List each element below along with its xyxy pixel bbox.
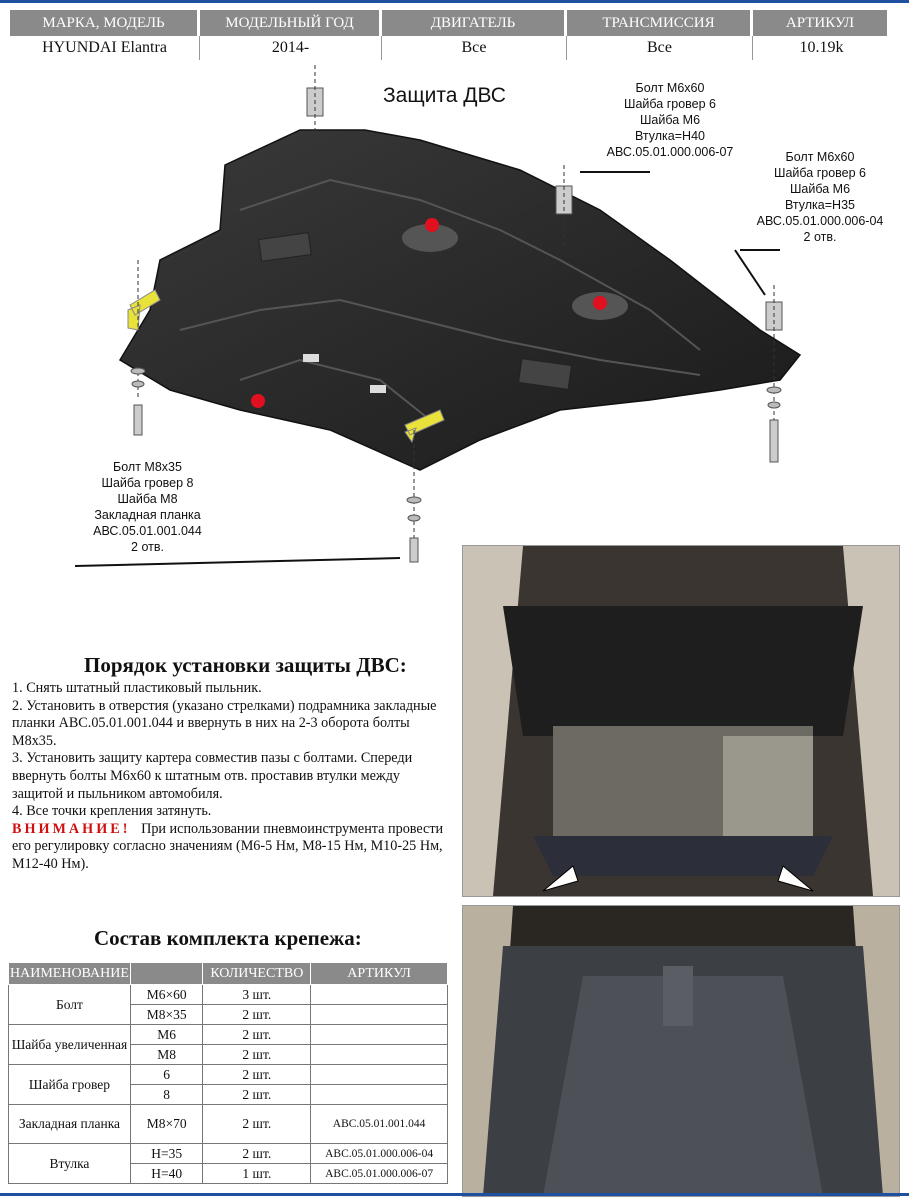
callout-line: Шайба М8 bbox=[117, 492, 178, 506]
top-rule bbox=[0, 0, 909, 3]
kit-article bbox=[311, 1025, 448, 1045]
instructions-title: Порядок установки защиты ДВС: bbox=[84, 653, 407, 677]
callout-line: Закладная планка bbox=[94, 508, 201, 522]
kit-article bbox=[311, 1085, 448, 1105]
col-model: МАРКА, МОДЕЛЬ bbox=[10, 10, 200, 36]
kit-item-name: Болт bbox=[9, 985, 131, 1025]
step-4: 4. Все точки крепления затянуть. bbox=[12, 803, 212, 820]
warning-text: При использовании пневмоинструмента провести его регулировку согласно значениям (М6-5 Нм, М8-15 Нм, М10-25 Нм, М12-40 Нм). bbox=[12, 820, 444, 872]
kit-qty: 3 шт. bbox=[203, 985, 311, 1005]
callout-line: Втулка=Н35 bbox=[785, 198, 855, 212]
callout-line: 2 отв. bbox=[131, 540, 164, 554]
kit-article bbox=[311, 1065, 448, 1085]
callout-left bbox=[75, 459, 220, 555]
callout-right bbox=[740, 149, 900, 245]
instructions-body bbox=[12, 680, 452, 874]
kit-title: Состав комплекта крепежа: bbox=[94, 926, 362, 950]
kit-qty: 1 шт. bbox=[203, 1164, 311, 1184]
table-row bbox=[9, 1025, 448, 1045]
kit-item-name: Шайба гровер bbox=[9, 1065, 131, 1105]
val-transmission: Все bbox=[567, 36, 753, 60]
callout-line: 2 отв. bbox=[803, 230, 837, 244]
kit-item-name: Закладная планка bbox=[9, 1105, 131, 1144]
callout-line: Болт М8х35 bbox=[113, 460, 182, 474]
col-transmission: ТРАНСМИССИЯ bbox=[567, 10, 753, 36]
kit-article: АВС.05.01.000.006-07 bbox=[311, 1164, 448, 1184]
kit-header-qty: КОЛИЧЕСТВО bbox=[203, 963, 311, 985]
photo-plate-mounted bbox=[462, 905, 900, 1197]
skid-plate bbox=[120, 130, 800, 470]
spec-header-row bbox=[10, 10, 890, 36]
val-article: 10.19k bbox=[799, 39, 844, 56]
callout-line: Болт М6х60 bbox=[785, 150, 855, 164]
col-year: МОДЕЛЬНЫЙ ГОД bbox=[200, 10, 382, 36]
col-article: АРТИКУЛ bbox=[753, 10, 890, 36]
callout-top bbox=[590, 80, 750, 160]
kit-header-article: АРТИКУЛ bbox=[311, 963, 448, 985]
callout-line: Шайба М6 bbox=[639, 113, 701, 127]
red-cap bbox=[251, 394, 265, 408]
callout-line: Втулка=Н40 bbox=[635, 129, 705, 143]
spec-values-row bbox=[10, 36, 890, 60]
kit-size: М6×60 bbox=[130, 985, 203, 1005]
callout-line: АВС.05.01.001.044 bbox=[93, 524, 202, 538]
step-2: 2. Установить в отверстия (указано стрелками) подрамника закладные планки АВС.05.01.001.044 и ввернуть в них на 2-3 оборота болты М8х35. bbox=[12, 697, 437, 749]
val-year: 2014- bbox=[200, 36, 382, 60]
kit-size: Н=35 bbox=[130, 1144, 203, 1164]
kit-qty: 2 шт. bbox=[203, 1045, 311, 1065]
kit-size: М8×70 bbox=[130, 1105, 203, 1144]
val-engine: Все bbox=[382, 36, 567, 60]
kit-item-name: Шайба увеличенная bbox=[9, 1025, 131, 1065]
kit-size: Н=40 bbox=[130, 1164, 203, 1184]
table-row bbox=[9, 1105, 448, 1144]
callout-line: АВС.05.01.000.006-04 bbox=[756, 214, 884, 228]
callout-line: АВС.05.01.000.006-07 bbox=[606, 145, 734, 159]
kit-qty: 2 шт. bbox=[203, 1025, 311, 1045]
callout-line: Шайба гровер 8 bbox=[101, 476, 194, 490]
table-row bbox=[9, 1144, 448, 1164]
warning-label: ВНИМАНИЕ! bbox=[12, 820, 131, 837]
kit-header-spacer bbox=[130, 963, 203, 985]
kit-qty: 2 шт. bbox=[203, 1085, 311, 1105]
step-3: 3. Установить защиту картера совместив пазы с болтами. Спереди ввернуть болты М6х60 к штатным отв. проставив втулки между защитой и пыльником автомобиля. bbox=[12, 750, 413, 802]
kit-size: 6 bbox=[130, 1065, 203, 1085]
kit-item-name: Втулка bbox=[9, 1144, 131, 1184]
kit-article: АВС.05.01.001.044 bbox=[311, 1105, 448, 1144]
warning bbox=[12, 821, 452, 874]
kit-size: М8×35 bbox=[130, 1005, 203, 1025]
kit-header-name: НАИМЕНОВАНИЕ bbox=[9, 963, 131, 985]
red-cap bbox=[593, 296, 607, 310]
val-model: HYUNDAI Elantra bbox=[10, 36, 200, 60]
callout-line: Шайба М6 bbox=[789, 182, 851, 196]
col-engine: ДВИГАТЕЛЬ bbox=[382, 10, 567, 36]
bolt-left bbox=[131, 368, 145, 435]
bottom-rule bbox=[0, 1193, 909, 1196]
red-cap bbox=[425, 218, 439, 232]
kit-size: 8 bbox=[130, 1085, 203, 1105]
kit-qty: 2 шт. bbox=[203, 1105, 311, 1144]
kit-qty: 2 шт. bbox=[203, 1144, 311, 1164]
kit-article: АВС.05.01.000.006-04 bbox=[311, 1144, 448, 1164]
photo-installed-underside bbox=[462, 545, 900, 897]
callout-line: Болт М6х60 bbox=[635, 81, 705, 95]
step-1: 1. Снять штатный пластиковый пыльник. bbox=[12, 680, 262, 696]
kit-size: М8 bbox=[130, 1045, 203, 1065]
table-row bbox=[9, 1065, 448, 1085]
diagram-title: Защита ДВС bbox=[383, 84, 506, 107]
kit-size: М6 bbox=[130, 1025, 203, 1045]
kit-qty: 2 шт. bbox=[203, 1065, 311, 1085]
callout-line: Шайба гровер 6 bbox=[774, 166, 866, 180]
table-row bbox=[9, 985, 448, 1005]
kit-table bbox=[8, 962, 448, 1184]
kit-article bbox=[311, 985, 448, 1005]
kit-qty: 2 шт. bbox=[203, 1005, 311, 1025]
callout-line: Шайба гровер 6 bbox=[624, 97, 716, 111]
kit-article bbox=[311, 1045, 448, 1065]
kit-article bbox=[311, 1005, 448, 1025]
